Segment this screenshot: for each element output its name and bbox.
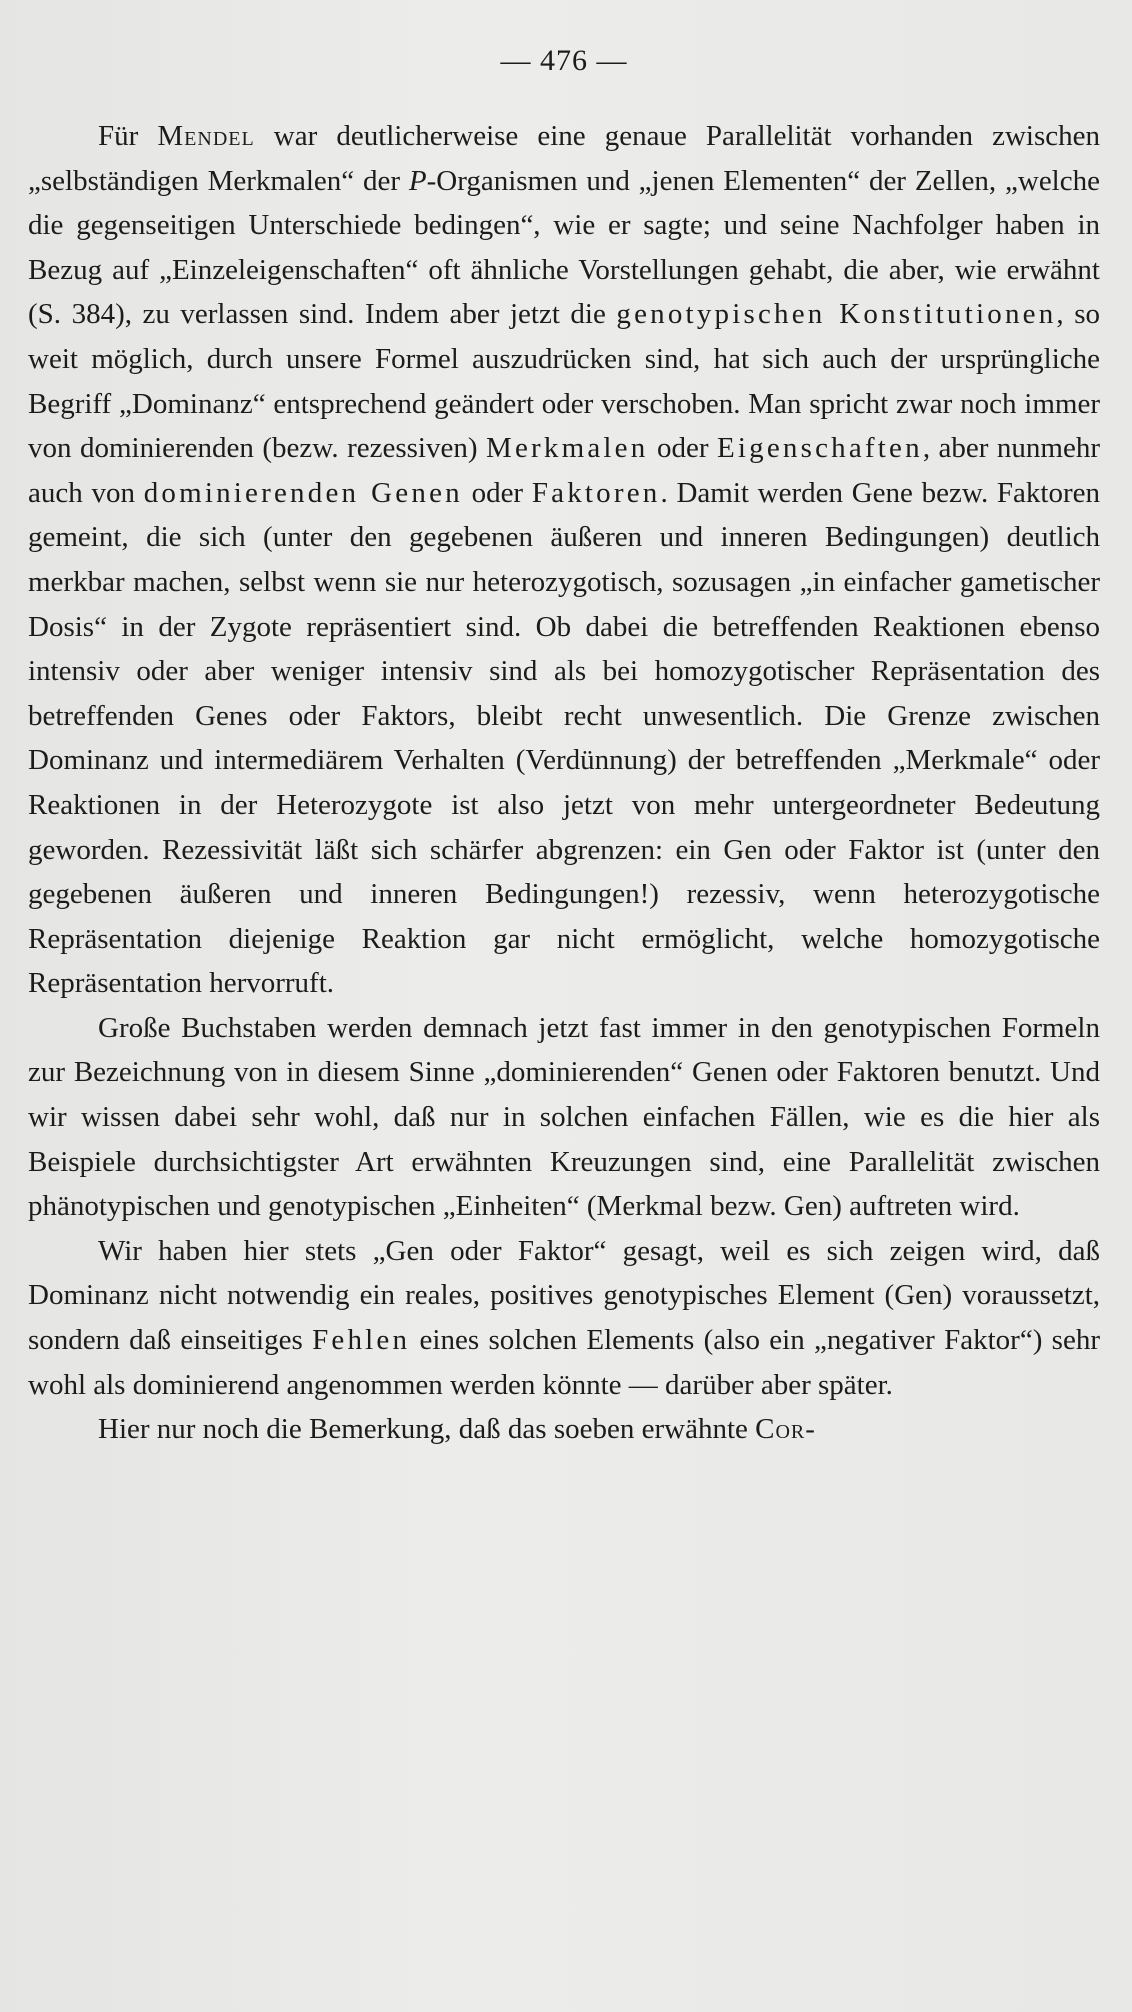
text-run: oder — [648, 432, 717, 465]
text-run: Hier nur noch die Bemerkung, daß das soeben erwähnte — [98, 1413, 756, 1446]
text-run: Große Buchstaben werden demnach jetzt fast immer in den genotypischen Formeln zur Bezeichnung von in diesem Sinne „dominierenden“ Genen oder Faktoren benutzt. Und wir wissen dabei sehr wohl, daß nur in solchen einfachen Fällen, wie es die hier als Beispiele durchsichtigster Art erwähnten Kreuzungen sind, eine Parallelität zwischen phänotypischen und genotypischen „Einheiten“ (Merkmal bezw. Gen) auftreten wird. — [28, 1011, 1100, 1223]
spaced-emphasis: dominierenden Genen — [143, 476, 463, 509]
small-caps-name: Mendel — [157, 120, 255, 152]
text-run: oder — [462, 476, 532, 509]
body-text — [28, 114, 1100, 1452]
text-run: war deutlicherweise eine genaue Parallelität vorhanden zwischen „selbständigen Merkmalen“ der — [28, 120, 1100, 197]
paragraph-4 — [28, 1407, 1100, 1452]
spaced-emphasis: Merkmalen — [485, 432, 649, 465]
text-run: eines solchen Elements (also ein „negativer Faktor“) sehr wohl als dominierend angenommen werden könnte — darüber aber später. — [28, 1324, 1101, 1401]
paragraph-3 — [28, 1229, 1100, 1407]
paragraph-1 — [28, 114, 1100, 1006]
paragraph-2 — [28, 1006, 1100, 1229]
spaced-emphasis: genotypischen Konstitutionen — [616, 298, 1057, 331]
text-run: , aber nunmehr auch von — [28, 432, 1100, 509]
text-run: , so weit möglich, durch unsere Formel auszudrücken sind, hat sich auch der ursprüngliche Begriff „Dominanz“ entsprechend geändert oder verschoben. Man spricht zwar noch immer von dominierenden (bezw. rezessiven) — [28, 298, 1100, 465]
italic-symbol: P — [408, 164, 427, 197]
spaced-emphasis: Eigenschaften — [716, 432, 923, 465]
text-run: . Damit werden Gene bezw. Faktoren gemeint, die sich (unter den gegebenen äußeren und inneren Bedingungen) deutlich merkbar machen, selbst wenn sie nur heterozygotisch, sozusagen „in einfacher gametischer Dosis“ in der Zygote repräsentiert sind. Ob dabei die betreffenden Reaktionen ebenso intensiv oder aber weniger intensiv sind als bei homozygotischer Repräsentation des betreffenden Genes oder Faktors, bleibt recht unwesentlich. Die Grenze zwischen Dominanz und intermediärem Verhalten (Verdünnung) der betreffenden „Merkmale“ oder Reaktionen in der Heterozygote ist also jetzt von mehr untergeordneter Bedeutung geworden. Rezessivität läßt sich schärfer abgrenzen: ein Gen oder Faktor ist (unter den gegebenen äußeren und inneren Bedingungen!) rezessiv, wenn heterozygotische Repräsentation diejenige Reaktion gar nicht ermöglicht, welche homozygotische Repräsentation hervorruft. — [28, 476, 1100, 1000]
page-number: — 476 — — [500, 44, 628, 77]
spaced-emphasis: Fehlen — [312, 1324, 411, 1357]
text-run: Wir haben hier stets „Gen oder Faktor“ gesagt, weil es sich zeigen wird, daß Dominanz nicht notwendig ein reales, positives genotypisches Element (Gen) voraussetzt, sondern daß einseitiges — [28, 1234, 1100, 1357]
text-run: -Organismen und „jenen Elementen“ der Zellen, „welche die gegenseitigen Unterschiede bedingen“, wie er sagte; und seine Nachfolger haben in Bezug auf „Einzeleigenschaften“ oft ähnliche Vorstellungen gehabt, die aber, wie erwähnt (S. 384), zu verlassen sind. Indem aber jetzt die — [28, 164, 1100, 331]
spaced-emphasis: Faktoren — [531, 476, 661, 509]
text-run: Für — [98, 120, 158, 152]
small-caps-name: Cor- — [755, 1413, 816, 1446]
